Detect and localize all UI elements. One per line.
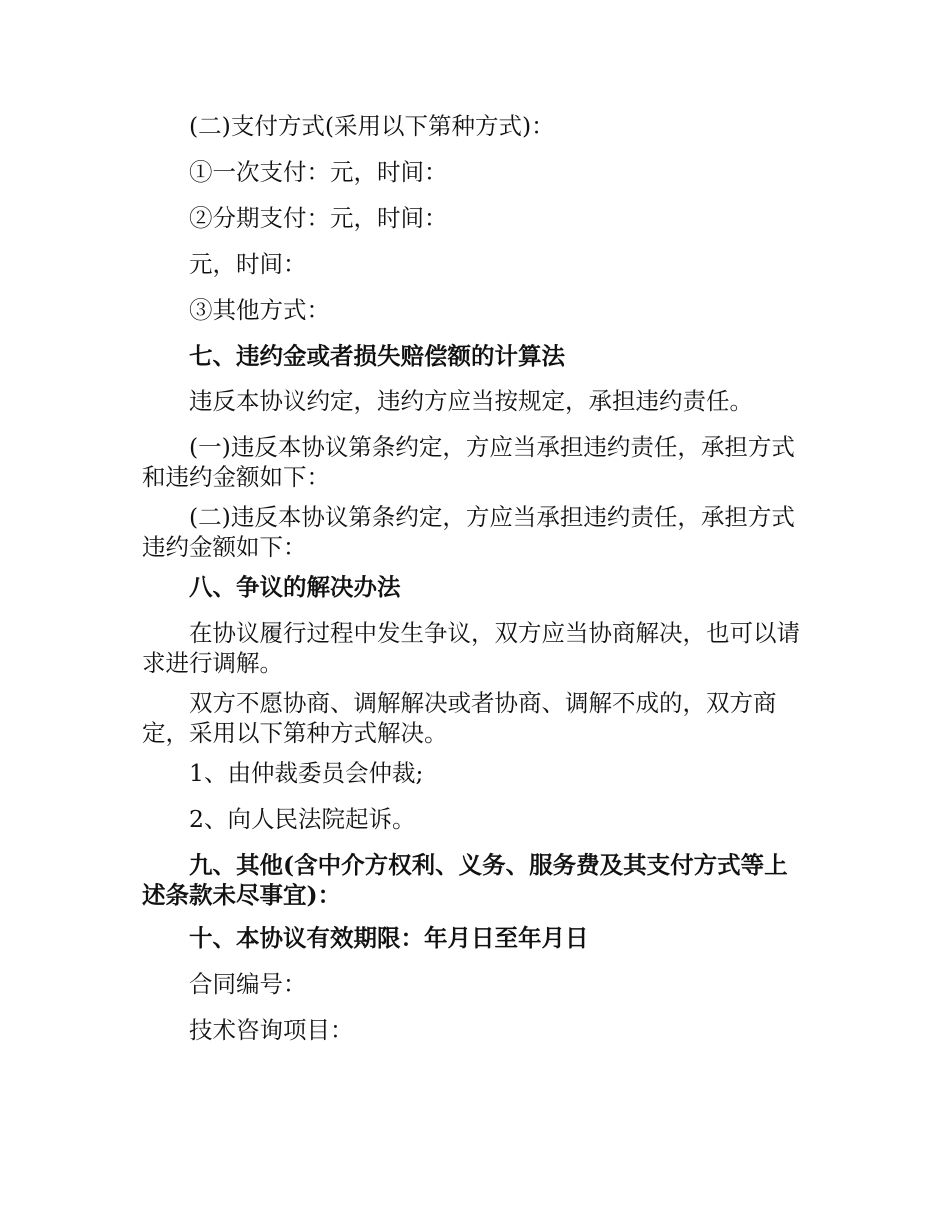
- court-option: 2、向人民法院起诉。: [189, 805, 416, 833]
- document-page: [142, 111, 810, 1045]
- dispute-negotiation-paragraph: 在协议履行过程中发生争议，双方应当协商解决，也可以请求进行调解。: [142, 619, 800, 677]
- arbitration-option: 1、由仲裁委员会仲裁;: [189, 759, 424, 787]
- consulting-project-field: 技术咨询项目：: [189, 1016, 354, 1044]
- installment-amount-line: 元，时间：: [189, 250, 307, 278]
- lump-sum-payment-line: ①一次支付：元，时间：: [189, 158, 448, 186]
- breach-liability-paragraph: 违反本协议约定，违约方应当按规定，承担违约责任。: [189, 387, 753, 415]
- section-8-heading: 八、争议的解决办法: [189, 573, 401, 601]
- contract-number-field: 合同编号：: [189, 970, 307, 998]
- breach-clause-1: (一)违反本协议第条约定，方应当承担违约责任，承担方式和违约金额如下：: [142, 433, 795, 491]
- section-7-heading: 七、违约金或者损失赔偿额的计算法: [189, 342, 565, 370]
- other-payment-line: ③其他方式：: [189, 296, 330, 324]
- breach-clause-2: (二)违反本协议第条约定，方应当承担违约责任，承担方式违约金额如下：: [142, 503, 795, 561]
- section-10-heading: 十、本协议有效期限：年月日至年月日: [189, 924, 589, 952]
- section-9-heading: 九、其他(含中介方权利、义务、服务费及其支付方式等上述条款未尽事宜)：: [142, 851, 788, 909]
- installment-payment-line: ②分期支付：元，时间：: [189, 204, 448, 232]
- dispute-resolution-paragraph: 双方不愿协商、调解解决或者协商、调解不成的，双方商定，采用以下第种方式解决。: [142, 689, 777, 747]
- payment-method-clause: (二)支付方式(采用以下第种方式)：: [189, 112, 555, 140]
